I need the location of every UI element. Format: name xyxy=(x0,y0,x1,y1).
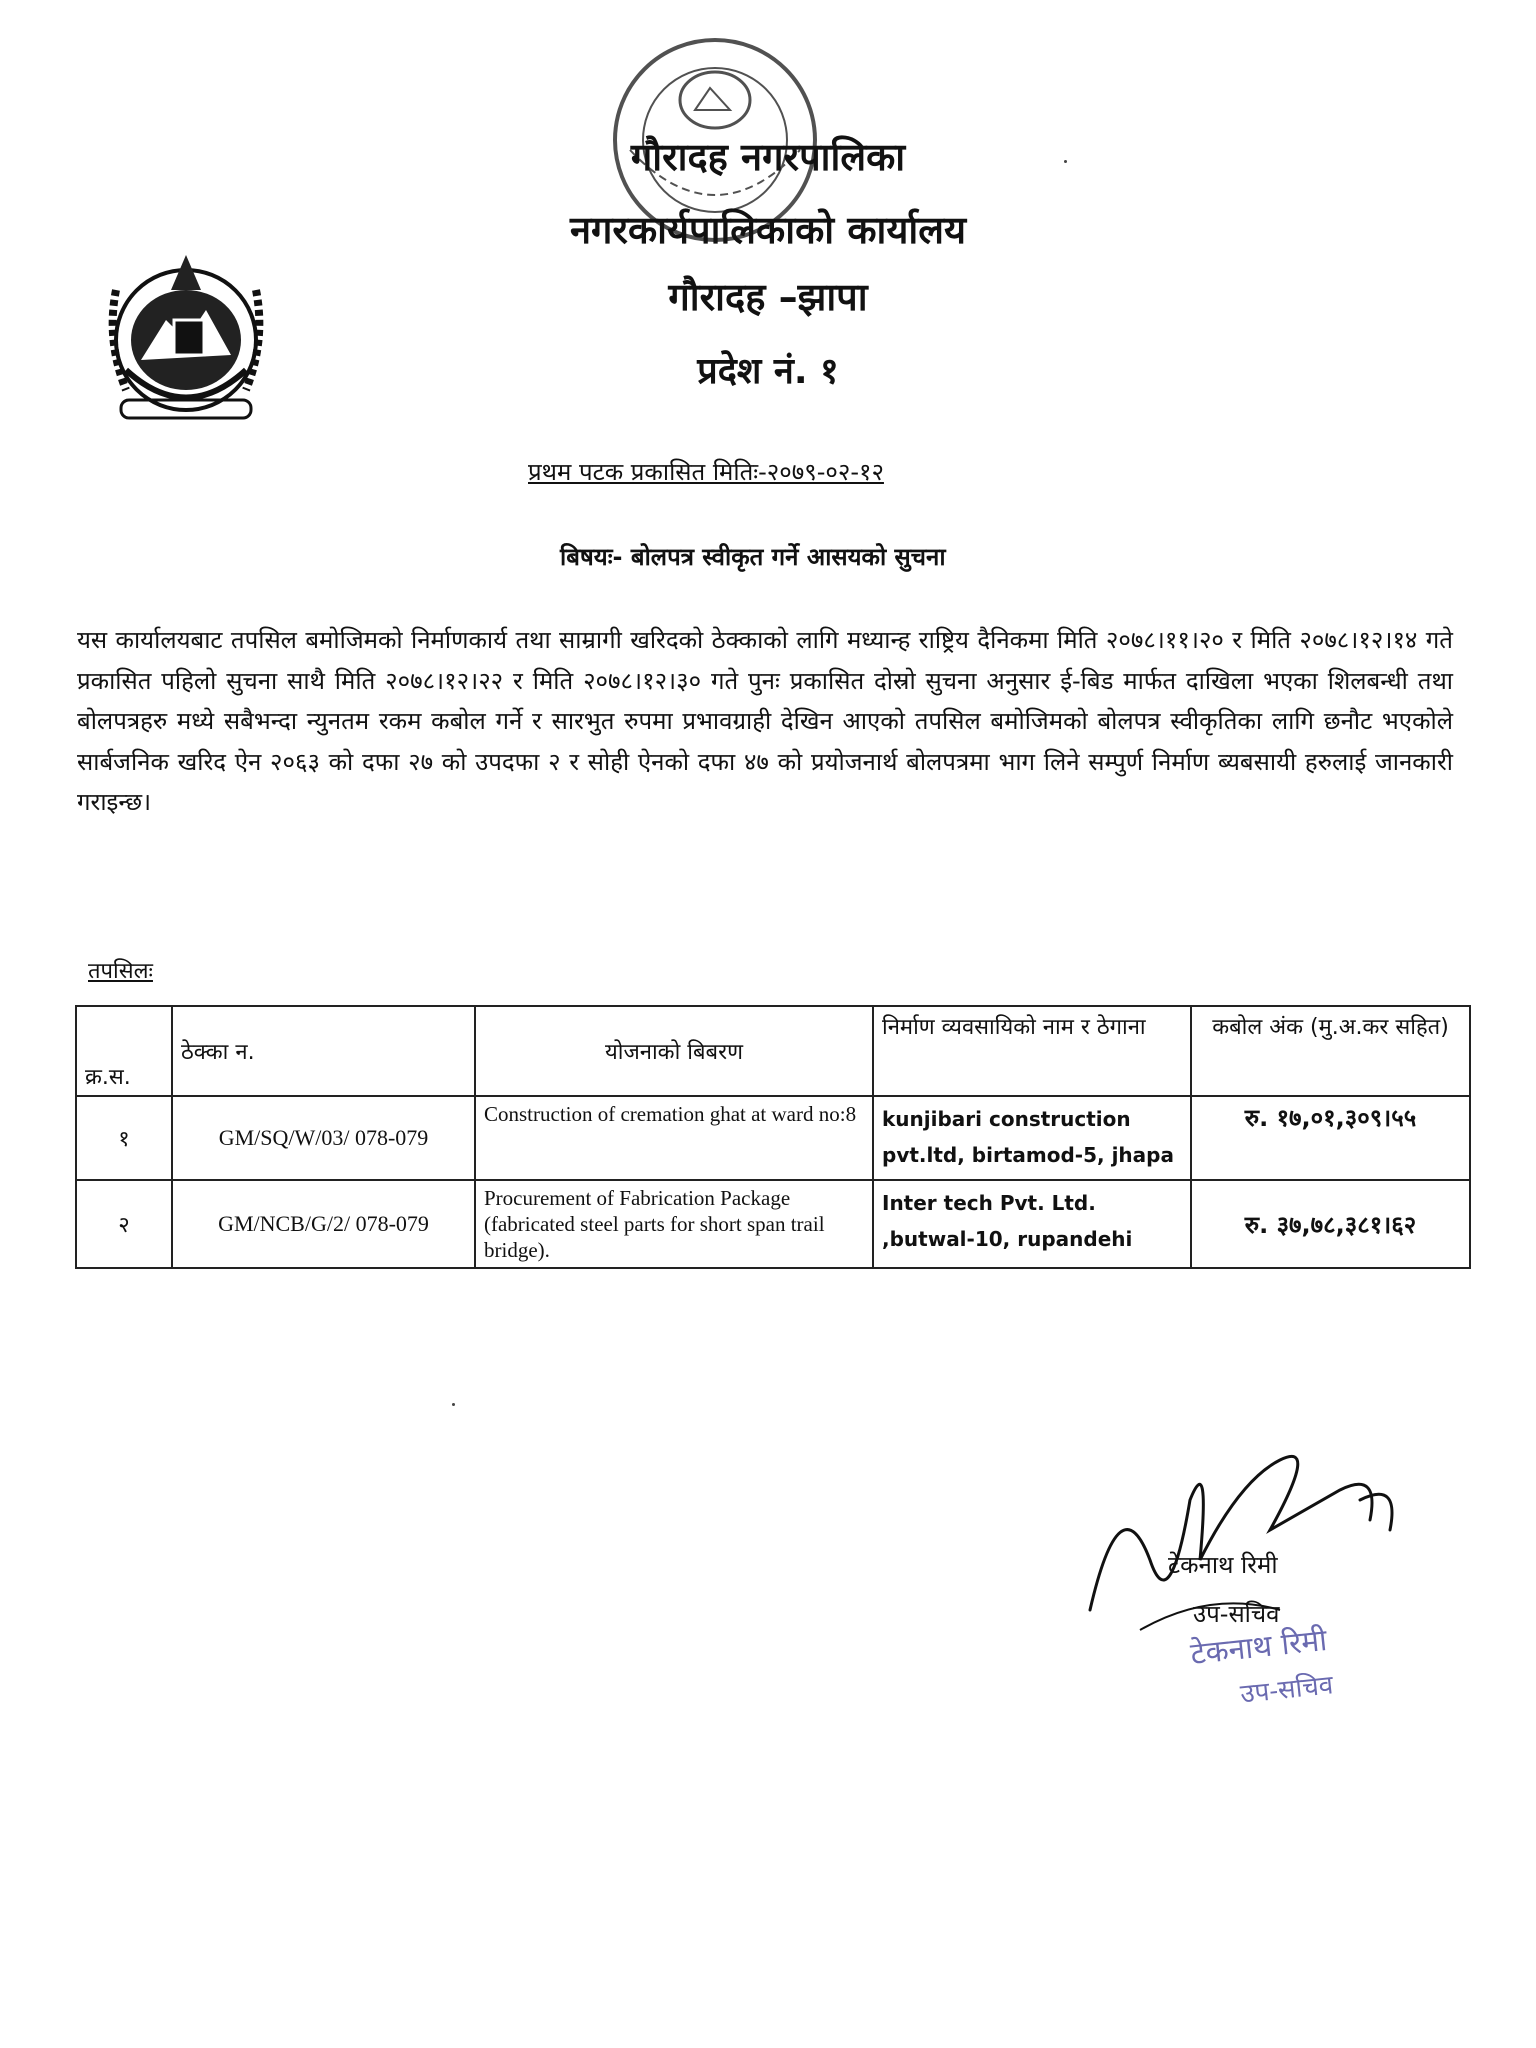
header-contract-number: ठेक्का न. xyxy=(172,1006,475,1096)
notice-subject: बिषयः- बोलपत्र स्वीकृत गर्ने आसयको सुचना xyxy=(560,543,946,571)
signatory-name: टेकनाथ रिमी xyxy=(1168,1551,1278,1579)
row-serial-number: २ xyxy=(76,1180,172,1268)
row-contract-number: GM/SQ/W/03/ 078-079 xyxy=(172,1096,475,1180)
table-header-row xyxy=(76,1006,1470,1096)
row-amount: रु. ३७,७८,३८१।६२ xyxy=(1191,1180,1470,1268)
table-row xyxy=(76,1180,1470,1268)
title-stamp: उप-सचिव xyxy=(1238,1670,1335,1710)
table-row xyxy=(76,1096,1470,1180)
header-amount: कबोल अंक (मु.अ.कर सहित) xyxy=(1191,1006,1470,1096)
row-contract-number: GM/NCB/G/2/ 078-079 xyxy=(172,1180,475,1268)
row-description: Procurement of Fabrication Package (fabricated steel parts for short span trail bridge). xyxy=(475,1180,873,1268)
header-serial-number: क्र.स. xyxy=(76,1006,172,1096)
publication-date: प्रथम पटक प्रकासित मितिः-२०७९-०२-१२ xyxy=(528,458,884,486)
header-description: योजनाको बिबरण xyxy=(475,1006,873,1096)
row-amount: रु. १७,०१,३०९।५५ xyxy=(1191,1096,1470,1180)
signatory-title: उप-सचिव xyxy=(1193,1600,1280,1628)
notice-body: यस कार्यालयबाट तपसिल बमोजिमको निर्माणकार्य तथा साम्रागी खरिदको ठेक्काको लागि मध्यान्ह राष्ट्रिय दैनिकमा मिति २०७८।११।२० र मिति २०७८।१२।१४ गते प्रकासित पहिलो सुचना साथै मिति २०७८।१२।२२ र मिति २०७८।१२।३० गते पुनः प्रकासित दोस्रो सुचना अनुसार ई-बिड मार्फत दाखिला भएका शिलबन्धी तथा बोलपत्रहरु मध्ये सबैभन्दा न्युनतम रकम कबोल गर्ने र सारभुत रुपमा प्रभावग्राही देखिन आएको तपसिल बमोजिमको बोलपत्र स्वीकृतिका लागि छनौट भएकोले सार्बजनिक खरिद ऐन २०६३ को दफा २७ को उपदफा २ र सोही ऐनको दफा ४७ को प्रयोजनार्थ बोलपत्रमा भाग लिने सम्पुर्ण निर्माण ब्यबसायी हरुलाई जानकारी गराइन्छ। xyxy=(77,626,1453,816)
province-number: प्रदेश नं. १ xyxy=(697,351,839,392)
name-stamp: टेकनाथ रिमी xyxy=(1188,1622,1329,1673)
scan-speck xyxy=(1064,160,1067,163)
row-firm: Inter tech Pvt. Ltd. ,butwal-10, rupandehi xyxy=(873,1180,1191,1268)
scan-speck xyxy=(452,1403,455,1406)
header-firm: निर्माण व्यवसायिको नाम र ठेगाना xyxy=(873,1006,1191,1096)
bid-details-table xyxy=(75,1005,1471,1269)
office-name: नगरकार्यपालिकाको कार्यालय xyxy=(569,208,967,252)
row-firm: kunjibari construction pvt.ltd, birtamod-5, jhapa xyxy=(873,1096,1191,1180)
row-serial-number: १ xyxy=(76,1096,172,1180)
office-location: गौरादह –झापा xyxy=(668,275,868,319)
row-description: Construction of cremation ghat at ward no:8 xyxy=(475,1096,873,1180)
municipality-name: गौरादह नगरपालिका xyxy=(630,135,906,179)
details-label: तपसिलः xyxy=(88,959,153,984)
